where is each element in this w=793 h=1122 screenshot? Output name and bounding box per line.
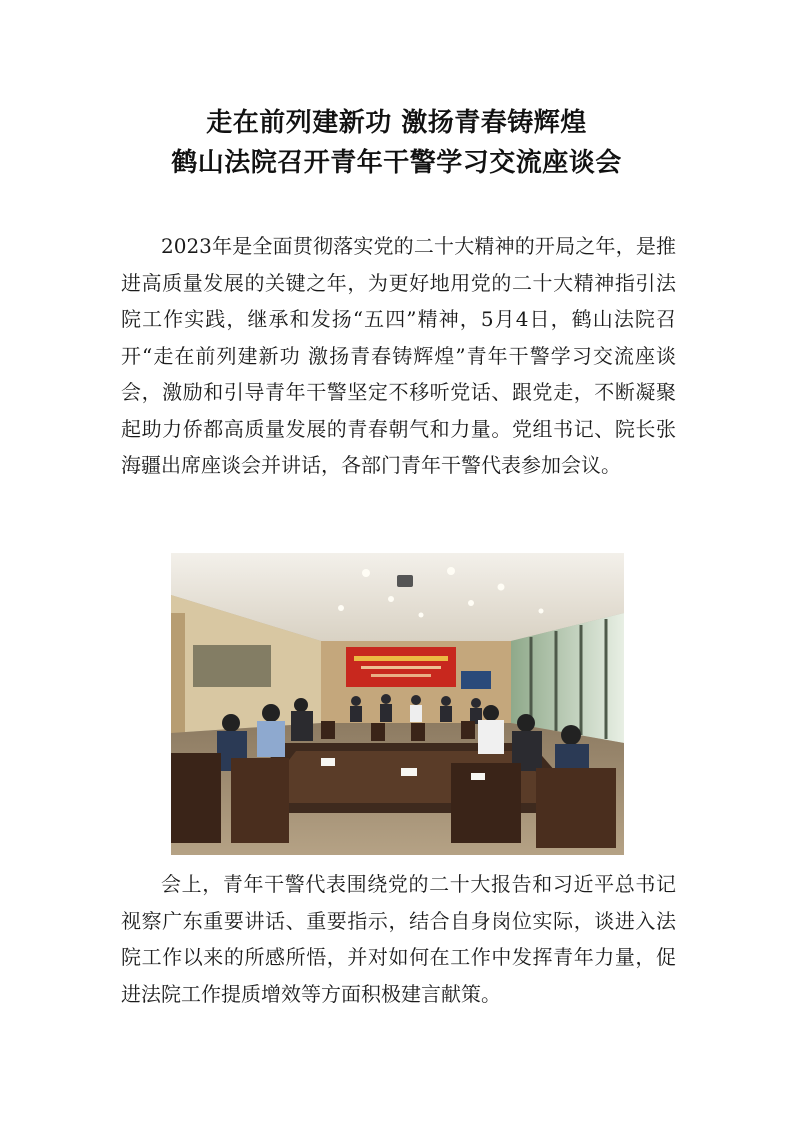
title-line-1: 走在前列建新功 激扬青春铸辉煌 <box>206 108 587 138</box>
meeting-photo <box>171 553 624 855</box>
projector-shape <box>397 575 413 587</box>
meeting-room-illustration <box>171 553 624 855</box>
title-line-2: 鹤山法院召开青年干警学习交流座谈会 <box>171 148 622 178</box>
paragraph-discussion: 会上，青年干警代表围绕党的二十大报告和习近平总书记视察广东重要讲话、重要指示，结合自身岗位实际，谈进入法院工作以来的所感所悟，并对如何在工作中发挥青年力量，促进法院工作提质增效等方面积极建言献策。 <box>121 872 676 1006</box>
tv-screen-shape <box>461 671 491 689</box>
paragraph-intro: 2023年是全面贯彻落实党的二十大精神的开局之年，是推进高质量发展的关键之年，为更好地用党的二十大精神指引法院工作实践，继承和发扬“五四”精神，5月4日，鹤山法院召开“走在前列建新功 激扬青春铸辉煌”青年干警学习交流座谈会，激励和引导青年干警坚定不移听党话、跟党走，不断凝聚起助力侨都高质量发展的青春朝气和力量。党组书记、院长张海疆出席座谈会并讲话，各部门青年干警代表参加会议。 <box>121 234 676 477</box>
